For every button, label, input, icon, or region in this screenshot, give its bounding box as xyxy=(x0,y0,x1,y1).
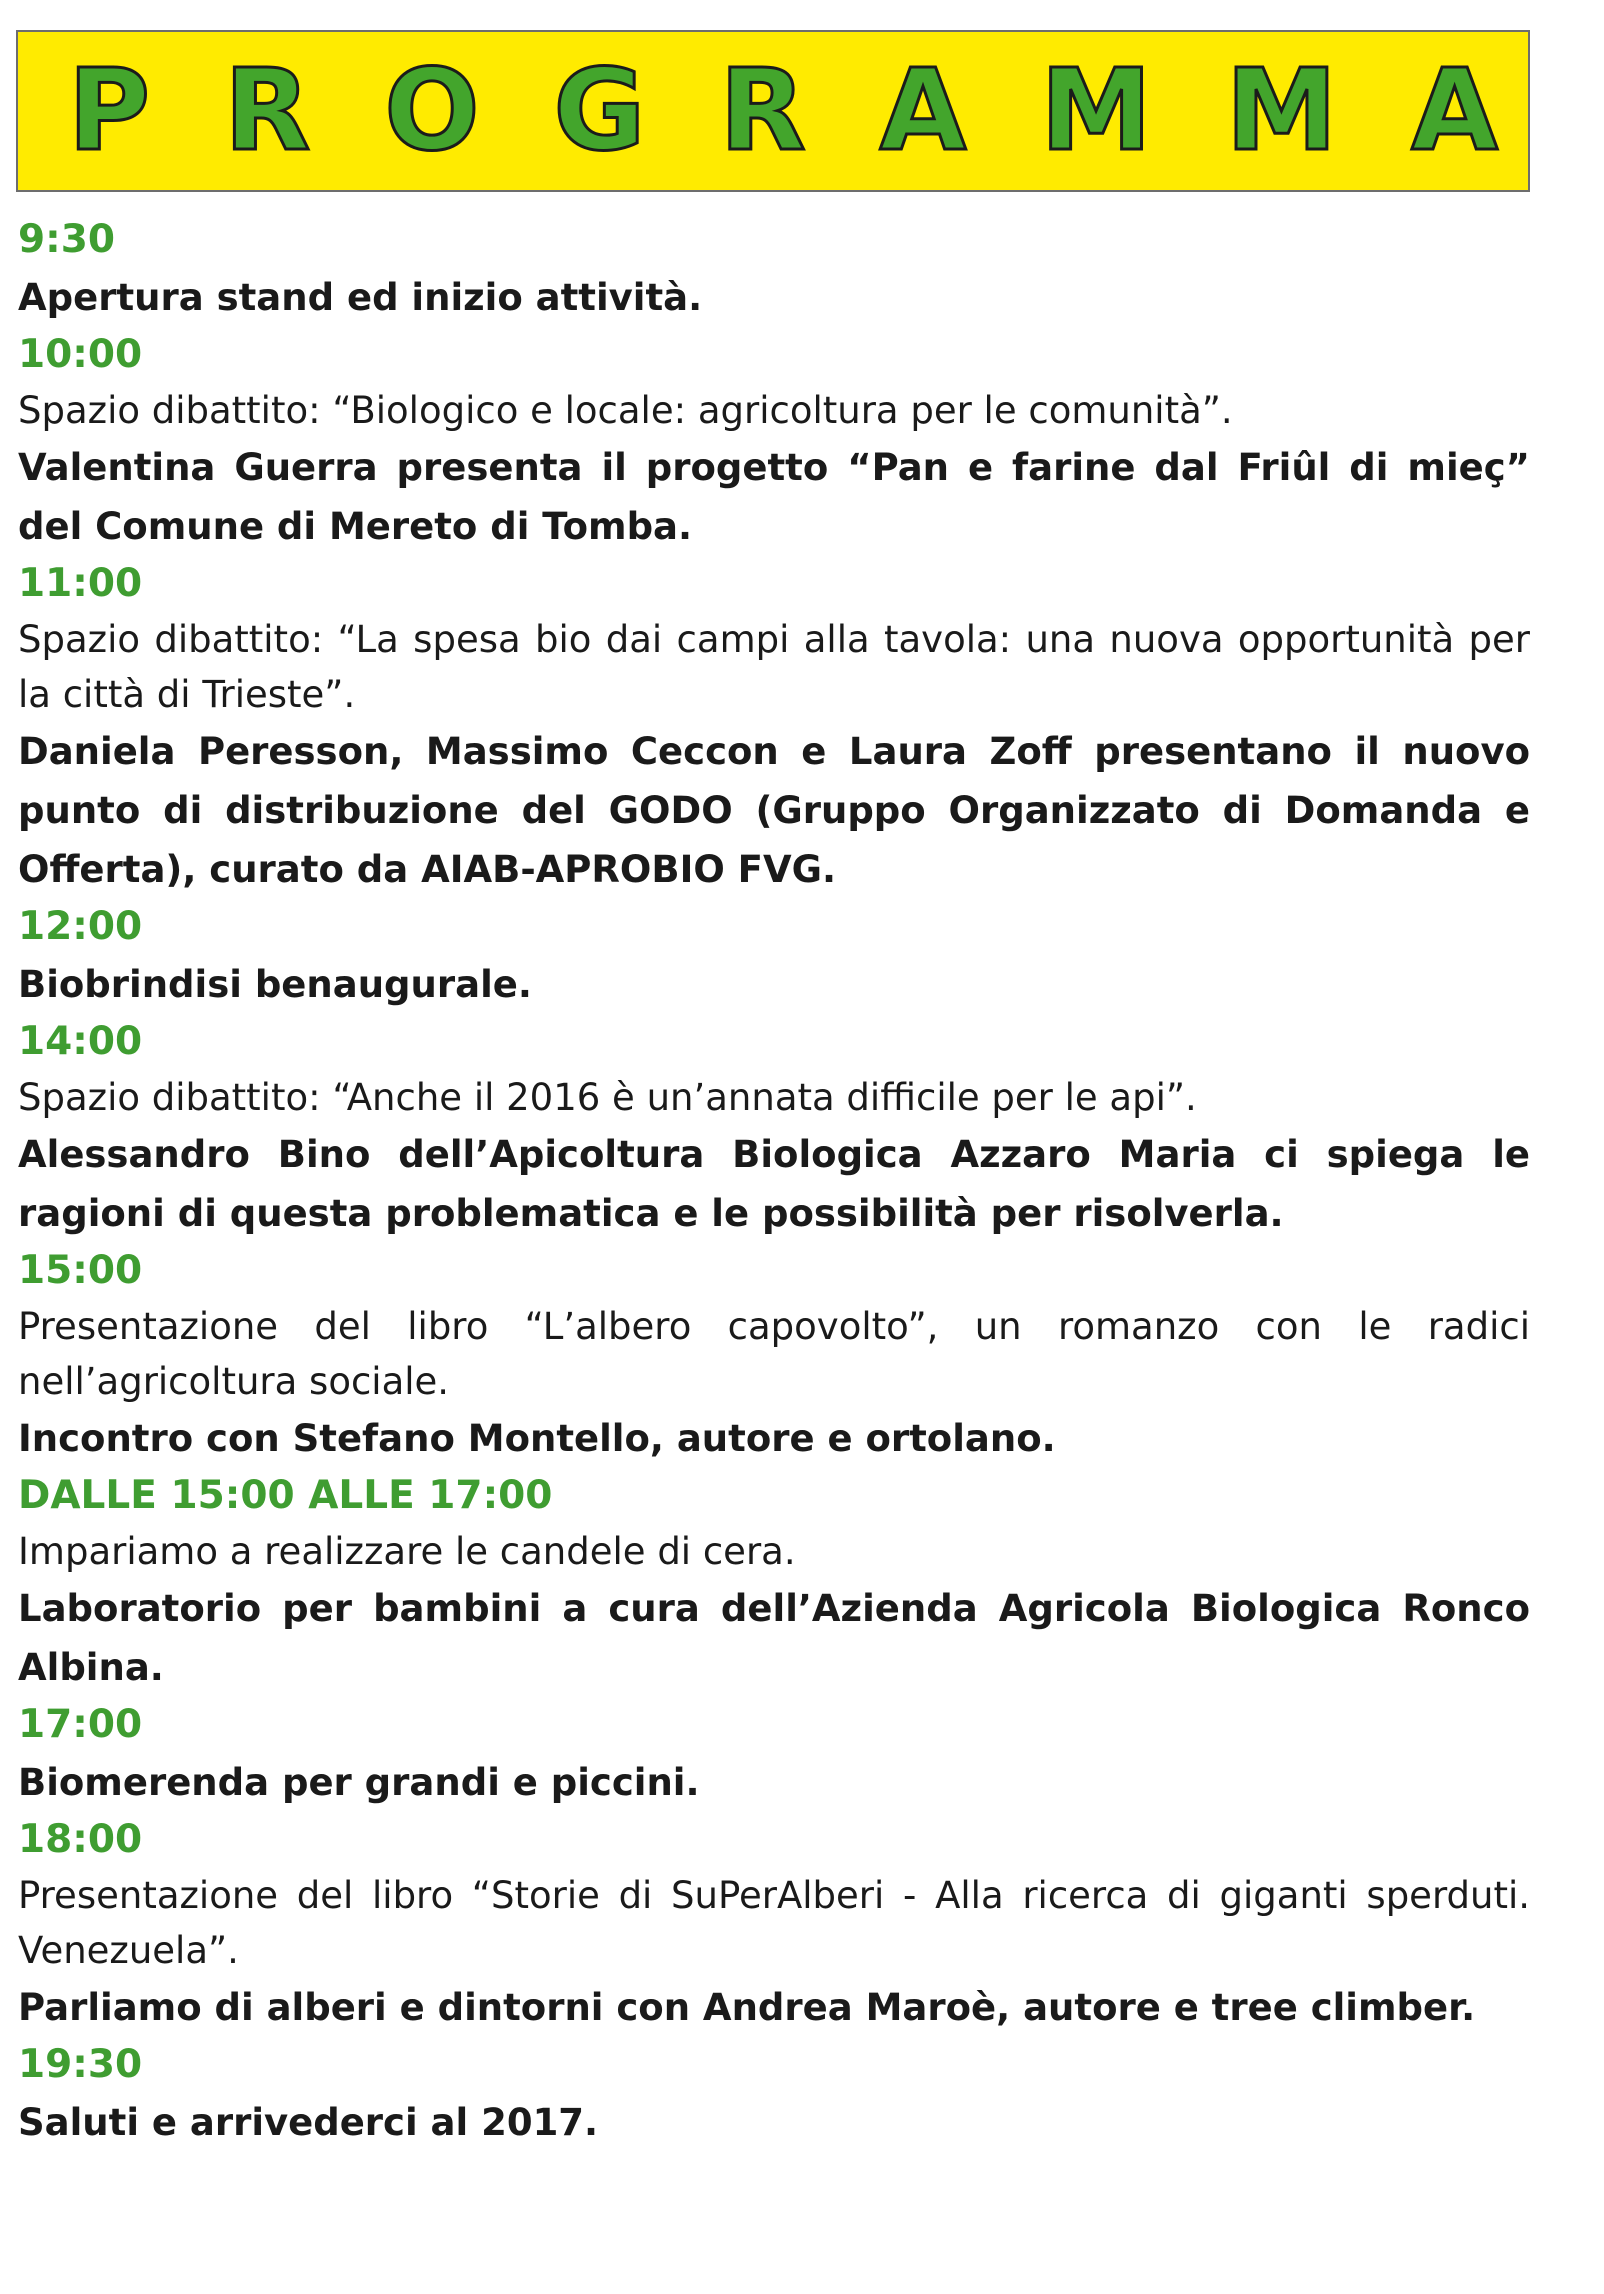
program-description: Spazio dibattito: “Biologico e locale: agricoltura per le comunità”. xyxy=(18,389,1233,432)
title-banner xyxy=(16,30,1530,192)
program-time: DALLE 15:00 ALLE 17:00 xyxy=(18,1473,553,1518)
program-item-1100 xyxy=(18,556,1530,899)
program-item-1800 xyxy=(18,1812,1530,2037)
program-detail: Valentina Guerra presenta il progetto “Pan e farine dal Friûl di mieç” del Comune di Mereto di Tomba. xyxy=(18,446,1530,548)
title-letter: A xyxy=(1411,46,1498,176)
title-letter: R xyxy=(719,46,806,176)
program-time: 10:00 xyxy=(18,332,143,377)
program-time: 11:00 xyxy=(18,561,143,606)
program-item-1700 xyxy=(18,1697,1530,1812)
program-detail: Laboratorio per bambini a cura dell’Azienda Agricola Biologica Ronco Albina. xyxy=(18,1587,1530,1689)
program-time: 15:00 xyxy=(18,1248,143,1293)
program-time: 19:30 xyxy=(18,2042,143,2087)
title-letter: O xyxy=(384,46,480,176)
program-description: Spazio dibattito: “La spesa bio dai campi alla tavola: una nuova opportunità per la città di Trieste”. xyxy=(18,618,1530,716)
title-letter: M xyxy=(1225,46,1338,176)
program-detail: Parliamo di alberi e dintorni con Andrea Maroè, autore e tree climber. xyxy=(18,1986,1476,2029)
program-detail: Apertura stand ed inizio attività. xyxy=(18,276,703,319)
program-item-1000 xyxy=(18,327,1530,556)
program-time: 9:30 xyxy=(18,217,116,262)
program-description: Spazio dibattito: “Anche il 2016 è un’annata difficile per le api”. xyxy=(18,1076,1197,1119)
program-time: 18:00 xyxy=(18,1817,143,1862)
program-time: 14:00 xyxy=(18,1019,143,1064)
program-detail: Incontro con Stefano Montello, autore e ortolano. xyxy=(18,1417,1056,1460)
program-item-1500-1700 xyxy=(18,1468,1530,1697)
program-description: Presentazione del libro “Storie di SuPerAlberi - Alla ricerca di giganti sperduti. Venezuela”. xyxy=(18,1874,1530,1972)
title-letter: M xyxy=(1040,46,1152,176)
program-time: 17:00 xyxy=(18,1702,143,1747)
program-list xyxy=(18,212,1530,2152)
title-letter: P xyxy=(68,46,151,176)
page-title xyxy=(68,46,1498,176)
program-detail: Daniela Peresson, Massimo Ceccon e Laura Zoff presentano il nuovo punto di distribuzione del GODO (Gruppo Organizzato di Domanda e Offerta), curato da AIAB-APROBIO FVG. xyxy=(18,730,1530,891)
program-description: Impariamo a realizzare le candele di cera. xyxy=(18,1530,796,1573)
program-description: Presentazione del libro “L’albero capovolto”, un romanzo con le radici nell’agricoltura sociale. xyxy=(18,1305,1530,1403)
program-time: 12:00 xyxy=(18,904,143,949)
program-detail: Alessandro Bino dell’Apicoltura Biologica Azzaro Maria ci spiega le ragioni di questa problematica e le possibilità per risolverla. xyxy=(18,1133,1530,1235)
title-letter: R xyxy=(224,46,311,176)
program-detail: Biobrindisi benaugurale. xyxy=(18,963,532,1006)
program-item-1400 xyxy=(18,1014,1530,1243)
program-item-0930 xyxy=(18,212,1530,327)
title-letter: A xyxy=(879,46,967,176)
program-detail: Saluti e arrivederci al 2017. xyxy=(18,2101,599,2144)
program-detail: Biomerenda per grandi e piccini. xyxy=(18,1761,700,1804)
program-item-1930 xyxy=(18,2037,1530,2152)
title-letter: G xyxy=(553,46,646,176)
program-item-1200 xyxy=(18,899,1530,1014)
program-item-1500 xyxy=(18,1243,1530,1468)
